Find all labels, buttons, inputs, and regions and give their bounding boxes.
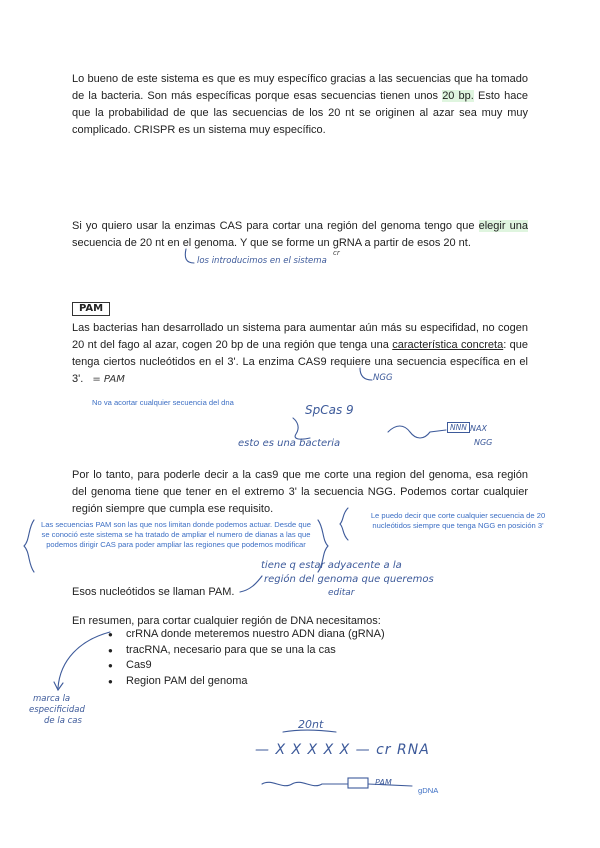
handwritten-los-introducimos: los introducimos en el sistema — [197, 256, 327, 266]
list-item: ● Cas9 — [90, 658, 385, 674]
list-item: ● crRNA donde meteremos nuestro ADN diana (gRNA) — [90, 627, 385, 643]
para3-underlined: característica concreta — [392, 339, 504, 351]
para6-text: En resumen, para cortar cualquier región de DNA necesitamos: — [72, 615, 381, 627]
handwritten-marca: marca la — [33, 694, 71, 704]
handwritten-especificidad: especificidad — [29, 705, 85, 715]
pam-rect-stroke — [348, 778, 368, 788]
note-pam-limitan: Las secuencias PAM son las que nos limitan donde podemos actuar. Desde que se conoció este sistema se ha tratado de ampliar el numero de dianas a las que podemos dirigir CAS para poder ampliar las regiones que podemos modificar — [40, 520, 312, 549]
handwritten-nax: NAX — [470, 424, 487, 433]
para2-text-before: Si yo quiero usar la enzimas CAS para cortar una región del genoma tengo que — [72, 220, 479, 232]
handwritten-pam-label: PAM — [375, 778, 392, 787]
handwritten-box-label: NNN — [447, 422, 470, 433]
para2-text-after: secuencia de 20 nt en el genoma. Y que se forme un gRNA a partir de esos 20 nt. — [72, 237, 471, 249]
para3-text-before: Las bacterias han desarrollado un sistema para aumentar aún más su especifidad, no cogen 20 nt del fago al azar, cogen 20 bp de una región que tenga una — [72, 322, 528, 351]
handwritten-region-genoma: región del genoma que queremos — [264, 574, 434, 585]
para1-text-after: Esto hace que la probabilidad de que las secuencias de los 20 nt se originen al azar sea muy muy complicado. CRISPR es un sistema muy específico. — [72, 90, 528, 136]
handwritten-pam-box: PAM — [72, 302, 110, 316]
bar-20nt-stroke — [283, 730, 336, 732]
handwritten-ngg2: NGG — [474, 438, 493, 447]
list-item: ● Region PAM del genoma — [90, 674, 385, 690]
handwritten-pam-suffix: = PAM — [92, 374, 125, 385]
gdna-tail-stroke — [368, 784, 412, 786]
gdna-wave-stroke — [262, 782, 348, 785]
brace-right-stroke — [318, 520, 328, 572]
para5-text: Esos nucleótidos se llaman PAM. — [72, 586, 235, 598]
para1-text-before: Lo bueno de este sistema es que es muy específico gracias a las secuencias que ha tomado de la bacteria. Son más específicas porque esas secuencias tienen unos — [72, 73, 528, 102]
handwritten-ngg: NGG — [373, 373, 393, 383]
handwritten-de-la-cas: de la cas — [44, 716, 82, 726]
handwritten-cr-mark: cr — [333, 249, 340, 257]
handwritten-spcas9: SpCas 9 — [305, 403, 354, 417]
handwritten-esto-bacteria: esto es una bacteria — [238, 438, 341, 449]
para1-highlight: 20 bp. — [442, 90, 474, 102]
para4-text: Por lo tanto, para poderle decir a la cas9 que me corte una region del genoma, esa región del genoma tiene que tener en el extremo 3' la secuencia NGG. Podemos cortar cualquier región siempre que cumpla ese requisito. — [72, 469, 528, 515]
handwritten-tiene-que: tiene q estar adyacente a la — [261, 560, 402, 571]
list-item: ● tracRNA, necesario para que se una la cas — [90, 643, 385, 659]
spcas-underline-stroke — [293, 418, 310, 439]
brace-note2-stroke — [340, 508, 348, 540]
handwritten-20nt: 20nt — [298, 718, 324, 731]
para3-text-after: : que tenga ciertos nucleótidos en el 3'. La enzima CAS9 requiere una secuencia específica en el 3'. — [72, 339, 528, 385]
handwritten-sequence: — X X X X X — cr RNA — [255, 742, 430, 758]
note-no-va-acortar: No va acortar cualquier secuencia del dna — [92, 398, 234, 407]
brace-left-stroke — [24, 520, 34, 572]
hook-stroke — [185, 249, 194, 263]
arrow-tiene-stroke — [240, 576, 262, 592]
note-gdna: gDNA — [418, 786, 439, 795]
wave-stroke — [388, 426, 446, 438]
para2-highlight: elegir una — [478, 220, 528, 232]
ngg-hook-stroke — [360, 368, 372, 380]
handwritten-editar: editar — [328, 588, 355, 598]
arrow-marca-stroke — [58, 632, 110, 688]
note-puedo-decir: Le puedo decir que corte cualquier secuencia de 20 nucleótidos siempre que tenga NGG en posición 3' — [370, 511, 546, 530]
